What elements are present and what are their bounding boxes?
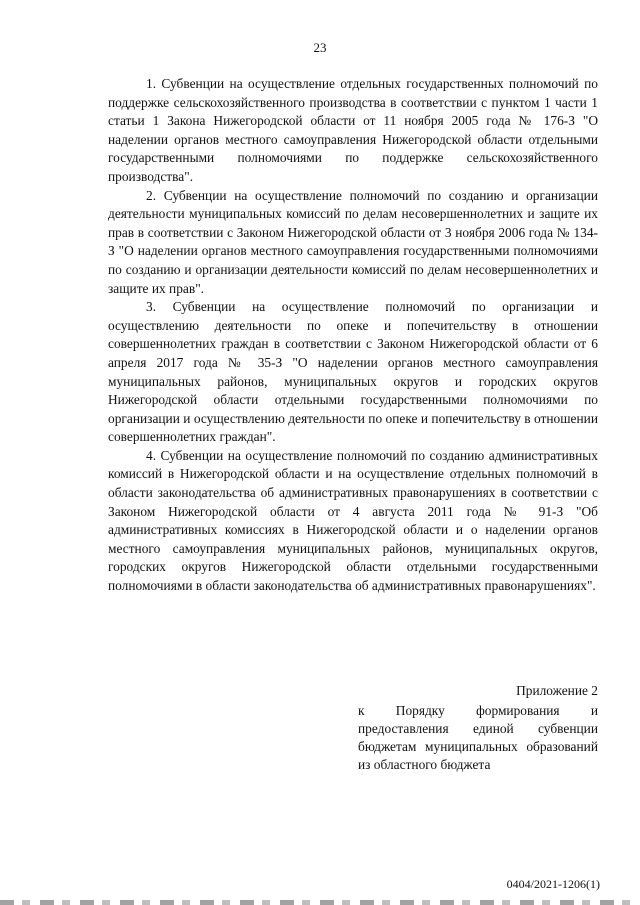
paragraph-1: 1. Субвенции на осуществление отдельных государственных полномочий по поддержке сельскохозяйственного производства в соответствии с пунктом 1 части 1 статьи 1 Закона Нижегородской области от 11 ноября 2005 года № 176-З "О наделении органов местного самоуправления Нижегородской области отдельными государственными полномочиями по поддержке сельскохозяйственного производства". [108, 76, 598, 184]
paragraph-3: 3. Субвенции на осуществление полномочий по организации и осуществлению деятельности по опеке и попечительству в отношении совершеннолетних граждан в соответствии с Законом Нижегородской области от 6 апреля 2017 года № 35-З "О наделении органов местного самоуправления муниципальных районов, муниципальных округов и городских округов Нижегородской области отдельными государственными полномочиями по организации и осуществлению деятельности по опеке и попечительству в отношении совершеннолетних граждан". [108, 299, 598, 445]
document-code: 0404/2021-1206(1) [506, 877, 600, 891]
scan-edge [0, 900, 640, 905]
paragraph-2: 2. Субвенции на осуществление полномочий по созданию и организации деятельности муниципальных комиссий по делам несовершеннолетних и защите их прав в соответствии с Законом Нижегородской области от 3 ноября 2006 года № 134-З "О наделении органов местного самоуправления государственными полномочиями по созданию и организации деятельности комиссий по делам несовершеннолетних и защите их прав". [108, 187, 598, 296]
appendix-block [358, 682, 598, 774]
document-body [108, 75, 598, 596]
page-number: 23 [313, 40, 327, 55]
appendix-title: Приложение 2 [516, 683, 598, 698]
appendix-text: к Порядку формирования и предоставления единой субвенции бюджетам муниципальных образований из областного бюджета [358, 703, 598, 772]
paragraph-4: 4. Субвенции на осуществление полномочий по созданию административных комиссий в Нижегородской области и на осуществление отдельных полномочий в области законодательства об административных правонарушениях в соответствии с Законом Нижегородской области от 4 августа 2011 года № 91-З "Об административных комиссиях в Нижегородской области и о наделении органов местного самоуправления муниципальных районов, муниципальных округов, городских округов Нижегородской области отдельными государственными полномочиями в области законодательства об административных правонарушениях". [108, 447, 598, 594]
